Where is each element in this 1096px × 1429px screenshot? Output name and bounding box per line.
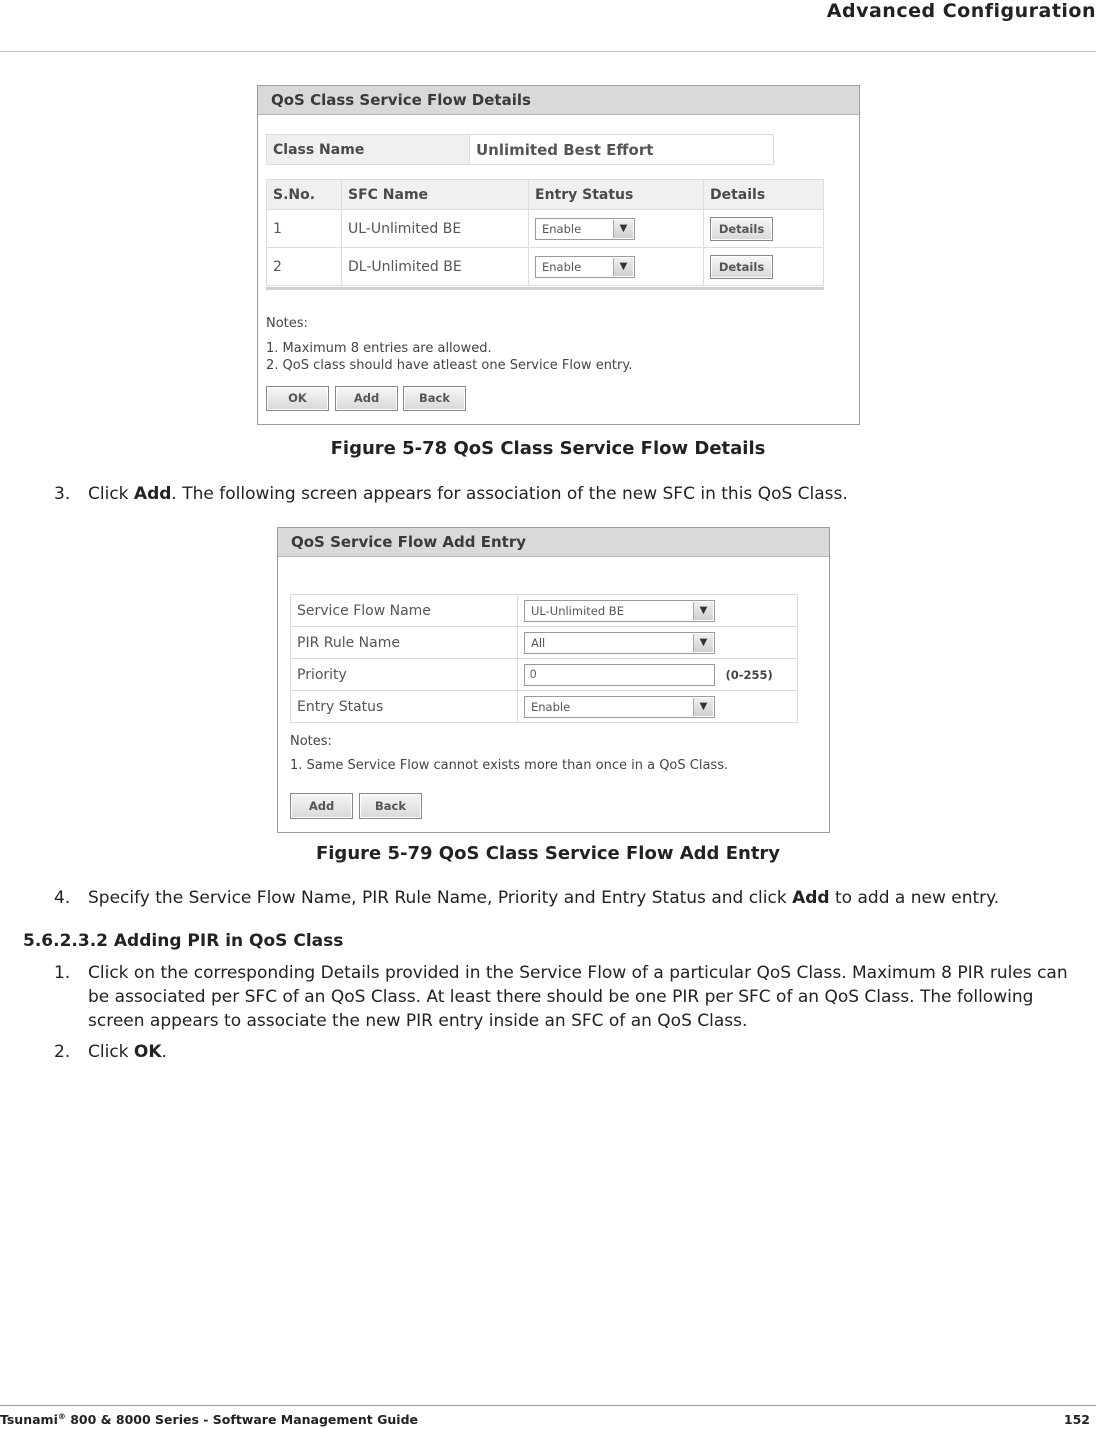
back-button[interactable]: Back	[359, 793, 422, 819]
entry-status-select[interactable]	[524, 696, 715, 718]
figure-79-caption: Figure 5-79 QoS Class Service Flow Add Entry	[315, 843, 781, 864]
column-header-entry-status: Entry Status	[529, 180, 704, 210]
page-header-title: Advanced Configuration	[826, 0, 1096, 22]
step-4	[54, 886, 1094, 910]
field-label-entry-status: Entry Status	[291, 691, 518, 723]
entry-status-select-value: Enable	[531, 699, 571, 714]
column-header-sfc-name: SFC Name	[342, 180, 529, 210]
pir-step-2	[54, 1040, 1094, 1064]
priority-input[interactable]	[524, 664, 715, 686]
step-number: 3.	[54, 484, 71, 504]
header-divider	[0, 51, 1096, 52]
footer-divider	[0, 1405, 1096, 1406]
form-row	[291, 627, 798, 659]
panel-title: QoS Class Service Flow Details	[258, 86, 859, 115]
chevron-down-icon: ▼	[693, 634, 713, 652]
step-bold: Add	[792, 888, 830, 908]
details-button[interactable]: Details	[710, 217, 773, 241]
step-text-rest: .	[161, 1042, 167, 1062]
ok-button[interactable]: OK	[266, 386, 329, 411]
entry-status-select-value: Enable	[542, 221, 582, 236]
field-label-pir-rule-name: PIR Rule Name	[291, 627, 518, 659]
class-name-table	[266, 134, 774, 165]
step-text: Specify the Service Flow Name, PIR Rule Name, Priority and Entry Status and click	[88, 888, 793, 908]
registered-mark: ®	[57, 1412, 66, 1421]
add-button[interactable]: Add	[335, 386, 398, 411]
page-number: 152	[1063, 1412, 1090, 1427]
footer-brand: Tsunami	[0, 1412, 58, 1428]
step-text: Click	[88, 1042, 134, 1062]
table-row	[267, 248, 824, 286]
form-row	[291, 595, 798, 627]
row-sno: 2	[267, 248, 342, 286]
service-flow-table	[266, 179, 824, 286]
step-text-rest: . The following screen appears for association of the new SFC in this QoS Class.	[171, 484, 848, 504]
chevron-down-icon: ▼	[693, 698, 713, 716]
field-label-service-flow-name: Service Flow Name	[291, 595, 518, 627]
back-button[interactable]: Back	[403, 386, 466, 411]
pir-rule-name-select[interactable]	[524, 632, 715, 654]
note-1: 1. Maximum 8 entries are allowed.	[266, 341, 492, 356]
class-name-label: Class Name	[267, 135, 470, 165]
entry-status-select-value: Enable	[542, 259, 582, 274]
class-name-value: Unlimited Best Effort	[470, 135, 774, 165]
add-entry-form-table	[290, 594, 798, 723]
row-sno: 1	[267, 210, 342, 248]
details-button[interactable]: Details	[710, 255, 773, 279]
footer-guide-title	[0, 1412, 418, 1427]
entry-status-select[interactable]	[535, 218, 635, 240]
step-text: Click	[88, 484, 134, 504]
step-text: Click on the corresponding Details provided in the Service Flow of a particular QoS Class. Maximum 8 PIR rules can be associated per SFC of an QoS Class. At least there should be one PIR per SFC of an QoS Class. The following screen appears to associate the new PIR entry inside an SFC of an QoS Class.	[88, 963, 1068, 1031]
step-bold: OK	[133, 1042, 162, 1062]
chevron-down-icon: ▼	[613, 220, 633, 238]
chevron-down-icon: ▼	[613, 258, 633, 276]
row-sfc-name: UL-Unlimited BE	[342, 210, 529, 248]
chevron-down-icon: ▼	[693, 602, 713, 620]
column-header-sno: S.No.	[267, 180, 342, 210]
footer-title-rest: 800 & 8000 Series - Software Management Guide	[65, 1412, 419, 1428]
pir-step-1	[54, 961, 1094, 1033]
step-3	[54, 482, 1094, 506]
row-sfc-name: DL-Unlimited BE	[342, 248, 529, 286]
table-row	[267, 210, 824, 248]
form-row	[291, 691, 798, 723]
column-header-details: Details	[704, 180, 824, 210]
panel-title: QoS Service Flow Add Entry	[278, 528, 829, 557]
step-number: 2.	[54, 1042, 71, 1062]
add-button[interactable]: Add	[290, 793, 353, 819]
qos-service-flow-add-entry-panel	[277, 527, 830, 833]
priority-range-hint: (0-255)	[725, 667, 773, 682]
step-number: 1.	[54, 963, 71, 983]
note-1: 1. Same Service Flow cannot exists more than once in a QoS Class.	[290, 758, 729, 773]
qos-class-service-flow-details-panel	[257, 85, 860, 425]
step-bold: Add	[133, 484, 172, 504]
service-flow-name-select[interactable]	[524, 600, 715, 622]
section-heading: 5.6.2.3.2 Adding PIR in QoS Class	[23, 931, 344, 951]
field-label-priority: Priority	[291, 659, 518, 691]
table-bottom-border	[266, 287, 824, 290]
pir-rule-name-select-value: All	[531, 635, 546, 650]
form-row	[291, 659, 798, 691]
figure-78-caption: Figure 5-78 QoS Class Service Flow Details	[330, 438, 766, 459]
notes-title: Notes:	[266, 316, 308, 331]
notes-title: Notes:	[290, 734, 332, 749]
note-2: 2. QoS class should have atleast one Service Flow entry.	[266, 358, 633, 373]
service-flow-name-select-value: UL-Unlimited BE	[531, 603, 624, 618]
step-number: 4.	[54, 888, 71, 908]
step-text-rest: to add a new entry.	[829, 888, 1000, 908]
entry-status-select[interactable]	[535, 256, 635, 278]
